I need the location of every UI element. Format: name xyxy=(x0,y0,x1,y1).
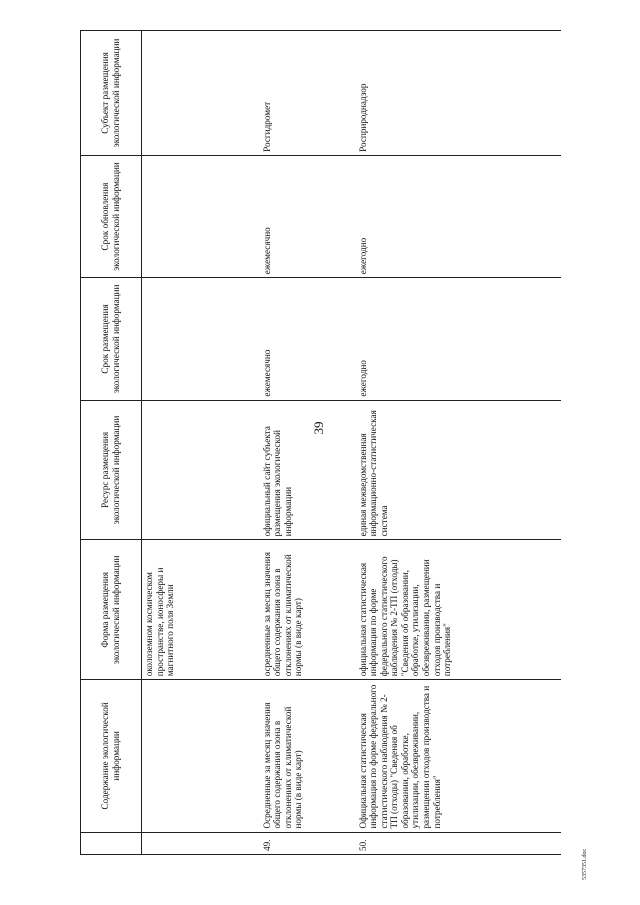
page-number: 39 xyxy=(311,421,326,435)
header-term: Срок размещения экологической информации xyxy=(81,278,142,400)
cell-term: ежемесячно xyxy=(260,278,356,400)
header-form: Форма размещения экологической информации xyxy=(81,540,142,680)
header-update: Срок обновления экологической информации xyxy=(81,155,142,277)
cell-update xyxy=(142,155,260,277)
cell-subject: Росгидромет xyxy=(260,31,356,156)
cell-form: осредненные за месяц значения общего содержания озона в отклонениях от климатической нормы (в виде карт) xyxy=(260,540,356,680)
cell-num: 50. xyxy=(356,832,561,854)
header-content: Содержание экологической информации xyxy=(81,680,142,832)
table-row xyxy=(142,31,260,855)
cell-content: Официальная статистическая информация по форме федерального статистического наблюдения № 2-ТП (отходы) "Сведения об образовании, обработке, утилизации, обезвреживании, размещении отходов производства и потребления" xyxy=(356,680,561,832)
cell-update: ежегодно xyxy=(356,155,561,277)
cell-form: официальная статистическая информация по форме федерального статистического наблюдения № 2-ТП (отходы) "Сведения об образовании, обработке, утилизации, обезвреживании, размещении отходов производства и потребления" xyxy=(356,540,561,680)
cell-num: 49. xyxy=(260,832,356,854)
header-num xyxy=(81,832,142,854)
cell-content xyxy=(142,680,260,832)
table-header-row xyxy=(81,31,142,855)
document-table xyxy=(80,30,640,851)
cell-content: Осредненные за месяц значения общего содержания озона в отклонениях от климатической нормы (в виде карт) xyxy=(260,680,356,832)
cell-term xyxy=(142,278,260,400)
table-row xyxy=(260,31,356,855)
environmental-info-table xyxy=(80,30,561,855)
cell-update: ежемесячно xyxy=(260,155,356,277)
cell-resource xyxy=(142,400,260,540)
cell-resource: официальный сайт субъекта размещения экологической информации xyxy=(260,400,356,540)
table-row xyxy=(356,31,561,855)
cell-form: околоземном космическом пространстве, ионосферы и магнитного поля Земли xyxy=(142,540,260,680)
header-resource: Ресурс размещения экологической информации xyxy=(81,400,142,540)
cell-num xyxy=(142,832,260,854)
cell-subject: Росприроднадзор xyxy=(356,31,561,156)
header-subject: Субъект размещения экологической информации xyxy=(81,31,142,156)
footer-filename: 5357351.doc xyxy=(582,848,588,880)
cell-term: ежегодно xyxy=(356,278,561,400)
cell-resource: единая межведомственная информационно-статистическая система xyxy=(356,400,561,540)
cell-subject xyxy=(142,31,260,156)
